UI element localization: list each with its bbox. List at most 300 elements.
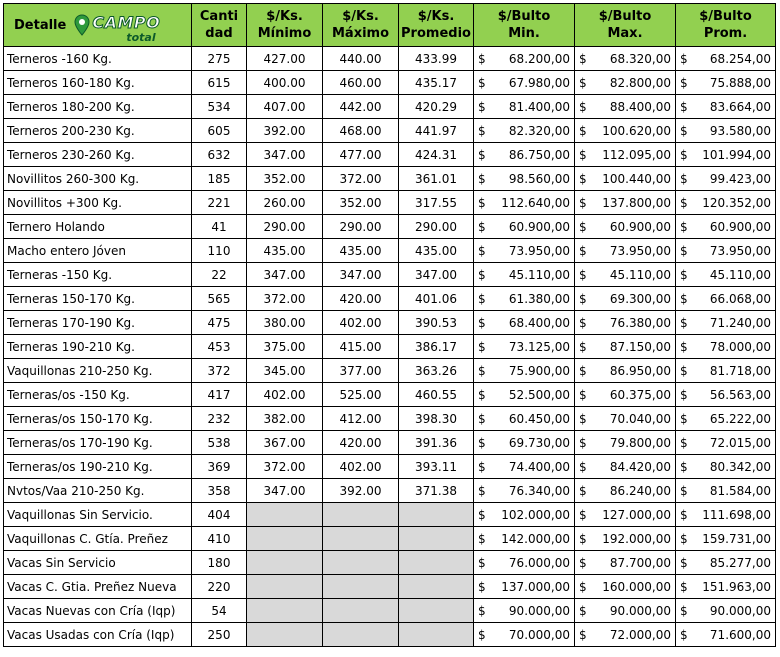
- amount: 81.400,00: [508, 99, 570, 114]
- cattle-price-table: [3, 3, 776, 647]
- currency-symbol: $: [579, 147, 587, 162]
- cell-detalle: Terneras/os 150-170 Kg.: [4, 407, 192, 431]
- header-line: Promedio: [401, 26, 471, 41]
- cell-bulto-max: [575, 599, 676, 623]
- header-bulto-min: [474, 4, 575, 47]
- currency-symbol: $: [680, 243, 688, 258]
- cell-ks-promedio-empty: [399, 503, 474, 527]
- cell-cantidad: 180: [192, 551, 247, 575]
- cell-bulto-min: [474, 239, 575, 263]
- amount: 90.000,00: [508, 603, 570, 618]
- cell-bulto-min: [474, 599, 575, 623]
- cell-ks-maximo: 477.00: [323, 143, 399, 167]
- cell-ks-promedio: 391.36: [399, 431, 474, 455]
- cell-ks-promedio: 371.38: [399, 479, 474, 503]
- amount: 100.440,00: [602, 171, 671, 186]
- cell-cantidad: 534: [192, 95, 247, 119]
- currency-symbol: $: [478, 339, 486, 354]
- cell-cantidad: 404: [192, 503, 247, 527]
- currency-symbol: $: [680, 147, 688, 162]
- cell-bulto-min: [474, 503, 575, 527]
- cell-ks-maximo: 347.00: [323, 263, 399, 287]
- currency-symbol: $: [478, 315, 486, 330]
- currency-symbol: $: [478, 75, 486, 90]
- currency-symbol: $: [680, 411, 688, 426]
- cell-bulto-max: [575, 71, 676, 95]
- cell-bulto-max: [575, 215, 676, 239]
- cell-ks-promedio: 424.31: [399, 143, 474, 167]
- table-row: [4, 575, 776, 599]
- cell-ks-promedio: 390.53: [399, 311, 474, 335]
- table-row: [4, 311, 776, 335]
- cell-bulto-min: [474, 287, 575, 311]
- cell-bulto-min: [474, 335, 575, 359]
- amount: 111.698,00: [702, 507, 771, 522]
- currency-symbol: $: [680, 99, 688, 114]
- amount: 87.150,00: [609, 339, 671, 354]
- cell-ks-minimo: 407.00: [247, 95, 323, 119]
- header-line: Máximo: [331, 26, 390, 41]
- cell-ks-promedio: 347.00: [399, 263, 474, 287]
- cell-ks-promedio: 398.30: [399, 407, 474, 431]
- currency-symbol: $: [680, 75, 688, 90]
- cell-cantidad: 369: [192, 455, 247, 479]
- cell-bulto-min: [474, 383, 575, 407]
- cell-bulto-min: [474, 119, 575, 143]
- amount: 66.068,00: [709, 291, 771, 306]
- cell-ks-minimo: 290.00: [247, 215, 323, 239]
- currency-symbol: $: [680, 219, 688, 234]
- amount: 76.380,00: [609, 315, 671, 330]
- table-row: [4, 551, 776, 575]
- currency-symbol: $: [579, 579, 587, 594]
- table-row: [4, 383, 776, 407]
- cell-bulto-prom: [676, 239, 776, 263]
- amount: 71.240,00: [709, 315, 771, 330]
- amount: 98.560,00: [508, 171, 570, 186]
- cell-cantidad: 22: [192, 263, 247, 287]
- currency-symbol: $: [579, 195, 587, 210]
- cell-bulto-max: [575, 383, 676, 407]
- currency-symbol: $: [478, 555, 486, 570]
- amount: 45.110,00: [508, 267, 570, 282]
- cell-ks-minimo: 372.00: [247, 455, 323, 479]
- cell-ks-promedio: 317.55: [399, 191, 474, 215]
- currency-symbol: $: [478, 291, 486, 306]
- cell-ks-maximo: 468.00: [323, 119, 399, 143]
- amount: 112.095,00: [602, 147, 671, 162]
- amount: 60.900,00: [609, 219, 671, 234]
- currency-symbol: $: [579, 75, 587, 90]
- amount: 73.950,00: [709, 243, 771, 258]
- cell-ks-minimo: 380.00: [247, 311, 323, 335]
- amount: 87.700,00: [609, 555, 671, 570]
- amount: 60.375,00: [609, 387, 671, 402]
- amount: 72.015,00: [709, 435, 771, 450]
- header-line: Mínimo: [257, 26, 312, 41]
- cell-cantidad: 565: [192, 287, 247, 311]
- amount: 90.000,00: [709, 603, 771, 618]
- cell-bulto-max: [575, 479, 676, 503]
- table-row: [4, 239, 776, 263]
- cell-bulto-prom: [676, 623, 776, 647]
- header-line: $/Bulto: [699, 9, 752, 24]
- cell-bulto-prom: [676, 143, 776, 167]
- cell-bulto-max: [575, 287, 676, 311]
- amount: 69.730,00: [508, 435, 570, 450]
- currency-symbol: $: [478, 483, 486, 498]
- cell-detalle: Vaquillonas 210-250 Kg.: [4, 359, 192, 383]
- cell-bulto-max: [575, 551, 676, 575]
- header-line: Max.: [607, 26, 643, 41]
- cell-cantidad: 185: [192, 167, 247, 191]
- cell-bulto-max: [575, 431, 676, 455]
- cell-ks-maximo-empty: [323, 623, 399, 647]
- header-line: $/Bulto: [598, 9, 652, 24]
- cell-bulto-prom: [676, 311, 776, 335]
- cell-ks-promedio-empty: [399, 575, 474, 599]
- logo-sub: total: [126, 31, 156, 44]
- cell-ks-minimo-empty: [247, 503, 323, 527]
- table-row: [4, 263, 776, 287]
- header-ks-promedio: [399, 4, 474, 47]
- table-row: [4, 143, 776, 167]
- currency-symbol: $: [579, 435, 587, 450]
- currency-symbol: $: [680, 51, 688, 66]
- cell-ks-promedio: 435.17: [399, 71, 474, 95]
- cell-ks-minimo: 347.00: [247, 143, 323, 167]
- table-row: [4, 479, 776, 503]
- cell-bulto-max: [575, 503, 676, 527]
- currency-symbol: $: [680, 123, 688, 138]
- cell-ks-maximo: 392.00: [323, 479, 399, 503]
- cell-ks-promedio: 460.55: [399, 383, 474, 407]
- cell-bulto-max: [575, 47, 676, 71]
- currency-symbol: $: [478, 219, 486, 234]
- amount: 86.240,00: [609, 483, 671, 498]
- currency-symbol: $: [579, 51, 587, 66]
- table-row: [4, 335, 776, 359]
- cell-ks-maximo: 352.00: [323, 191, 399, 215]
- amount: 90.000,00: [609, 603, 671, 618]
- table-row: [4, 215, 776, 239]
- cell-ks-promedio: 361.01: [399, 167, 474, 191]
- cell-detalle: Novillitos 260-300 Kg.: [4, 167, 192, 191]
- cell-bulto-prom: [676, 503, 776, 527]
- amount: 73.950,00: [609, 243, 671, 258]
- currency-symbol: $: [680, 195, 688, 210]
- currency-symbol: $: [478, 387, 486, 402]
- table-body: [4, 47, 776, 647]
- cell-ks-maximo-empty: [323, 551, 399, 575]
- amount: 72.000,00: [609, 627, 671, 642]
- cell-bulto-prom: [676, 215, 776, 239]
- amount: 70.000,00: [508, 627, 570, 642]
- cell-ks-minimo: 400.00: [247, 71, 323, 95]
- cell-cantidad: 417: [192, 383, 247, 407]
- currency-symbol: $: [579, 243, 587, 258]
- cell-ks-maximo: 420.00: [323, 431, 399, 455]
- currency-symbol: $: [680, 603, 688, 618]
- cell-ks-maximo: 415.00: [323, 335, 399, 359]
- cell-ks-promedio-empty: [399, 599, 474, 623]
- amount: 137.800,00: [602, 195, 671, 210]
- cell-ks-minimo: 375.00: [247, 335, 323, 359]
- currency-symbol: $: [680, 555, 688, 570]
- amount: 69.300,00: [609, 291, 671, 306]
- cell-bulto-max: [575, 575, 676, 599]
- currency-symbol: $: [579, 531, 587, 546]
- cell-ks-maximo: 290.00: [323, 215, 399, 239]
- currency-symbol: $: [680, 507, 688, 522]
- cell-ks-promedio: 290.00: [399, 215, 474, 239]
- currency-symbol: $: [579, 555, 587, 570]
- cell-ks-minimo: 427.00: [247, 47, 323, 71]
- cell-bulto-prom: [676, 575, 776, 599]
- cell-cantidad: 221: [192, 191, 247, 215]
- cell-detalle: Vacas Usadas con Cría (Iqp): [4, 623, 192, 647]
- currency-symbol: $: [680, 339, 688, 354]
- amount: 45.110,00: [709, 267, 771, 282]
- currency-symbol: $: [680, 435, 688, 450]
- amount: 83.664,00: [709, 99, 771, 114]
- cell-bulto-max: [575, 263, 676, 287]
- currency-symbol: $: [579, 315, 587, 330]
- amount: 100.620,00: [602, 123, 671, 138]
- cell-ks-minimo-empty: [247, 527, 323, 551]
- header-bulto-prom: [676, 4, 776, 47]
- currency-symbol: $: [478, 51, 486, 66]
- currency-symbol: $: [579, 507, 587, 522]
- cell-bulto-min: [474, 215, 575, 239]
- cell-cantidad: 453: [192, 335, 247, 359]
- header-ks-minimo: [247, 4, 323, 47]
- amount: 60.900,00: [508, 219, 570, 234]
- cell-bulto-min: [474, 575, 575, 599]
- cell-bulto-min: [474, 71, 575, 95]
- header-detalle-label: Detalle: [14, 17, 67, 33]
- cell-bulto-min: [474, 167, 575, 191]
- cell-detalle: Terneras/os -150 Kg.: [4, 383, 192, 407]
- cell-ks-maximo: 402.00: [323, 311, 399, 335]
- cell-ks-minimo: 345.00: [247, 359, 323, 383]
- header-line: Prom.: [703, 26, 748, 41]
- currency-symbol: $: [478, 411, 486, 426]
- amount: 79.800,00: [609, 435, 671, 450]
- header-bulto-max: [575, 4, 676, 47]
- cell-ks-maximo: 377.00: [323, 359, 399, 383]
- amount: 142.000,00: [501, 531, 570, 546]
- cell-bulto-prom: [676, 359, 776, 383]
- cell-bulto-max: [575, 119, 676, 143]
- currency-symbol: $: [478, 435, 486, 450]
- amount: 61.380,00: [508, 291, 570, 306]
- currency-symbol: $: [579, 387, 587, 402]
- cell-bulto-prom: [676, 95, 776, 119]
- currency-symbol: $: [579, 459, 587, 474]
- cell-detalle: Macho entero Jóven: [4, 239, 192, 263]
- cell-ks-promedio-empty: [399, 527, 474, 551]
- amount: 56.563,00: [709, 387, 771, 402]
- cell-ks-promedio: 386.17: [399, 335, 474, 359]
- campo-total-logo: [74, 13, 161, 44]
- cell-ks-minimo: 392.00: [247, 119, 323, 143]
- cell-ks-promedio-empty: [399, 623, 474, 647]
- amount: 80.342,00: [709, 459, 771, 474]
- table-row: [4, 431, 776, 455]
- cell-detalle: Terneros 160-180 Kg.: [4, 71, 192, 95]
- cell-bulto-prom: [676, 407, 776, 431]
- cell-bulto-max: [575, 311, 676, 335]
- cell-detalle: Ternero Holando: [4, 215, 192, 239]
- cell-ks-promedio: 420.29: [399, 95, 474, 119]
- cell-bulto-prom: [676, 71, 776, 95]
- currency-symbol: $: [478, 627, 486, 642]
- cell-cantidad: 41: [192, 215, 247, 239]
- cell-detalle: Vacas Sin Servicio: [4, 551, 192, 575]
- amount: 70.040,00: [609, 411, 671, 426]
- amount: 85.277,00: [709, 555, 771, 570]
- table-row: [4, 167, 776, 191]
- amount: 88.400,00: [609, 99, 671, 114]
- currency-symbol: $: [579, 603, 587, 618]
- cell-bulto-min: [474, 431, 575, 455]
- amount: 76.000,00: [508, 555, 570, 570]
- cell-detalle: Terneros 180-200 Kg.: [4, 95, 192, 119]
- currency-symbol: $: [478, 243, 486, 258]
- cell-ks-promedio-empty: [399, 551, 474, 575]
- cell-bulto-prom: [676, 383, 776, 407]
- table-row: [4, 359, 776, 383]
- cell-detalle: Terneras/os 170-190 Kg.: [4, 431, 192, 455]
- cell-detalle: Terneros 200-230 Kg.: [4, 119, 192, 143]
- cell-ks-maximo: 435.00: [323, 239, 399, 263]
- currency-symbol: $: [478, 147, 486, 162]
- amount: 81.718,00: [709, 363, 771, 378]
- cell-bulto-prom: [676, 599, 776, 623]
- amount: 52.500,00: [508, 387, 570, 402]
- cell-bulto-prom: [676, 527, 776, 551]
- currency-symbol: $: [478, 579, 486, 594]
- table-row: [4, 503, 776, 527]
- amount: 159.731,00: [702, 531, 771, 546]
- cell-bulto-max: [575, 335, 676, 359]
- amount: 112.640,00: [501, 195, 570, 210]
- cell-ks-minimo-empty: [247, 623, 323, 647]
- cell-bulto-min: [474, 263, 575, 287]
- header-line: Min.: [508, 26, 540, 41]
- currency-symbol: $: [579, 339, 587, 354]
- table-row: [4, 407, 776, 431]
- amount: 68.200,00: [508, 51, 570, 66]
- amount: 127.000,00: [602, 507, 671, 522]
- amount: 101.994,00: [702, 147, 771, 162]
- amount: 68.400,00: [508, 315, 570, 330]
- currency-symbol: $: [579, 627, 587, 642]
- currency-symbol: $: [478, 363, 486, 378]
- amount: 68.320,00: [609, 51, 671, 66]
- header-line: Canti: [199, 9, 239, 24]
- amount: 192.000,00: [602, 531, 671, 546]
- table-row: [4, 599, 776, 623]
- cell-cantidad: 358: [192, 479, 247, 503]
- header-cantidad: [192, 4, 247, 47]
- header-ks-maximo: [323, 4, 399, 47]
- cell-ks-minimo: 347.00: [247, 479, 323, 503]
- currency-symbol: $: [478, 99, 486, 114]
- cell-detalle: Novillitos +300 Kg.: [4, 191, 192, 215]
- cell-detalle: Vaquillonas C. Gtía. Preñez: [4, 527, 192, 551]
- amount: 75.900,00: [508, 363, 570, 378]
- cell-ks-minimo: 347.00: [247, 263, 323, 287]
- cell-ks-minimo-empty: [247, 575, 323, 599]
- cell-ks-maximo: 402.00: [323, 455, 399, 479]
- currency-symbol: $: [579, 99, 587, 114]
- amount: 81.584,00: [709, 483, 771, 498]
- amount: 74.400,00: [508, 459, 570, 474]
- header-line: $/Ks.: [266, 9, 303, 24]
- header-detalle: [4, 4, 192, 47]
- table-row: [4, 71, 776, 95]
- cell-ks-promedio: 433.99: [399, 47, 474, 71]
- cell-bulto-prom: [676, 455, 776, 479]
- amount: 86.950,00: [609, 363, 671, 378]
- cell-detalle: Terneras -150 Kg.: [4, 263, 192, 287]
- amount: 82.800,00: [609, 75, 671, 90]
- amount: 60.900,00: [709, 219, 771, 234]
- price-table-container: [3, 3, 776, 647]
- amount: 60.450,00: [508, 411, 570, 426]
- cell-ks-minimo: 372.00: [247, 287, 323, 311]
- cell-cantidad: 632: [192, 143, 247, 167]
- cell-bulto-prom: [676, 191, 776, 215]
- currency-symbol: $: [478, 507, 486, 522]
- cell-bulto-prom: [676, 47, 776, 71]
- currency-symbol: $: [680, 387, 688, 402]
- cell-ks-promedio: 401.06: [399, 287, 474, 311]
- cell-bulto-min: [474, 623, 575, 647]
- cell-ks-promedio: 435.00: [399, 239, 474, 263]
- cell-bulto-min: [474, 407, 575, 431]
- currency-symbol: $: [680, 627, 688, 642]
- cell-ks-minimo-empty: [247, 551, 323, 575]
- currency-symbol: $: [680, 171, 688, 186]
- cell-ks-minimo: 435.00: [247, 239, 323, 263]
- amount: 67.980,00: [508, 75, 570, 90]
- cell-bulto-min: [474, 551, 575, 575]
- currency-symbol: $: [478, 267, 486, 282]
- amount: 68.254,00: [709, 51, 771, 66]
- currency-symbol: $: [680, 363, 688, 378]
- currency-symbol: $: [579, 363, 587, 378]
- amount: 93.580,00: [709, 123, 771, 138]
- currency-symbol: $: [478, 459, 486, 474]
- table-row: [4, 119, 776, 143]
- cell-cantidad: 410: [192, 527, 247, 551]
- cell-ks-maximo-empty: [323, 527, 399, 551]
- cell-bulto-prom: [676, 167, 776, 191]
- amount: 65.222,00: [709, 411, 771, 426]
- currency-symbol: $: [680, 483, 688, 498]
- currency-symbol: $: [579, 267, 587, 282]
- amount: 120.352,00: [702, 195, 771, 210]
- cell-cantidad: 54: [192, 599, 247, 623]
- currency-symbol: $: [579, 123, 587, 138]
- cell-ks-maximo: 525.00: [323, 383, 399, 407]
- currency-symbol: $: [579, 171, 587, 186]
- currency-symbol: $: [579, 411, 587, 426]
- amount: 71.600,00: [709, 627, 771, 642]
